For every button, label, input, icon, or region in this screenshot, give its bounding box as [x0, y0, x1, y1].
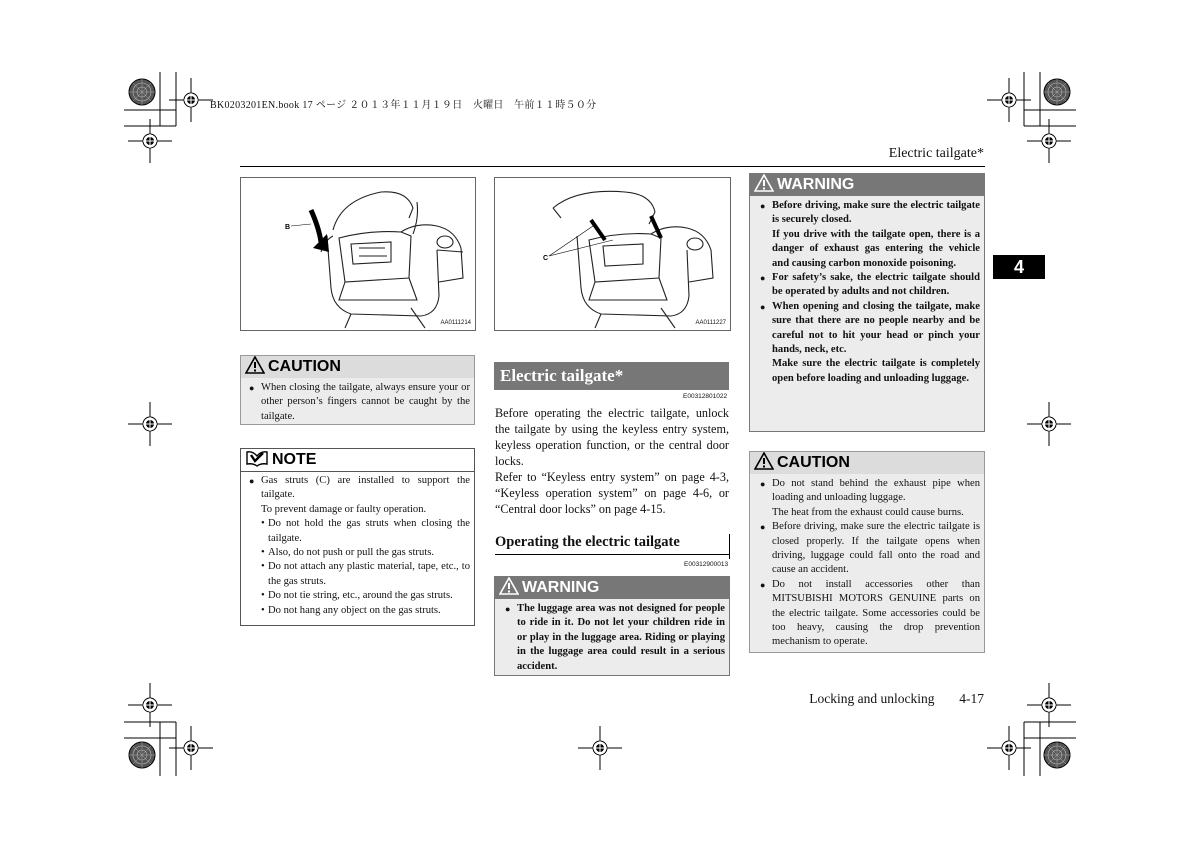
section-title: Electric tailgate* [494, 362, 729, 390]
figure-label-c: C [543, 255, 549, 262]
caution-item: ● When closing the tailgate, always ensure your or other person’s fingers cannot be caught by the tailgate. [249, 381, 470, 424]
note-icon [245, 449, 269, 472]
file-info: BK0203201EN.book 17 ページ ２０１３年１１月１９日 火曜日 午前１１時５０分 [210, 100, 597, 111]
section-paragraph-1: Before operating the electric tailgate, unlock the tailgate by using the keyless entry system, keyless operation function, or the central door locks. [495, 406, 729, 468]
note-point: • Also, do not push or pull the gas struts. [249, 546, 470, 560]
warning-triangle-icon [754, 452, 774, 475]
warning-item-cont: Make sure the electric tailgate is completely open before loading and unloading luggage. [772, 358, 980, 384]
note-box [240, 448, 475, 626]
figure-label-b: B [285, 224, 291, 231]
figure-tailgate-closing [240, 177, 476, 331]
note-point: • Do not hang any object on the gas struts. [249, 604, 470, 618]
warning-box-right [749, 173, 985, 432]
caution-item: ● Do not install accessories other than MITSUBISHI MOTORS GENUINE parts on the electric tailgate. Some accessories could be too heavy, causing the drop prevention mechanism to operate. [760, 578, 980, 650]
note-point: • Do not attach any plastic material, tape, etc., to the gas struts. [249, 560, 470, 589]
caution-item: ● Before driving, make sure the electric tailgate is closed properly. If the tailgate opens when driving, luggage could fall onto the road and cause an accident. [760, 520, 980, 578]
caution-box-right [749, 451, 985, 653]
note-point: • Do not hold the gas struts when closing the tailgate. [249, 517, 470, 546]
caution-item: ● Do not stand behind the exhaust pipe when loading and unloading luggage. [760, 477, 980, 506]
caution-heading: CAUTION [750, 452, 984, 474]
warning-item: ● The luggage area was not designed for people to ride in it. Do not let your children ride in or play in the luggage area. Riding or playing in the luggage area could result in a serious accident. [505, 602, 725, 674]
page-footer [809, 691, 984, 707]
caution-item-cont: The heat from the exhaust could cause burns. [772, 506, 964, 518]
caution-box-left [240, 355, 475, 425]
section-code: E00312801022 [683, 393, 728, 400]
warning-box-middle [494, 576, 730, 676]
subsection-code: E00312900013 [684, 561, 729, 568]
subsection-title: Operating the electric tailgate [495, 534, 729, 555]
warning-item-cont: If you drive with the tailgate open, there is a danger of exhaust gas entering the vehicle and causing carbon monoxide poisoning. [772, 228, 980, 269]
header-rule [240, 166, 985, 167]
note-heading: NOTE [241, 449, 474, 472]
warning-triangle-icon [245, 356, 265, 379]
warning-item: ● For safety’s sake, the electric tailgate should be operated by adults and not children. [760, 271, 980, 300]
figure-id: AA0111214 [440, 320, 471, 326]
footer-section: Locking and unlocking [809, 691, 935, 706]
car-rear-illustration [241, 178, 475, 330]
footer-page-number: 4-17 [959, 691, 984, 706]
figure-id: AA0111227 [695, 320, 726, 326]
chapter-tab: 4 [993, 255, 1045, 279]
warning-triangle-icon [499, 577, 519, 600]
subsection-rule [729, 534, 730, 559]
warning-item: ● Before driving, make sure the electric tailgate is securely closed. [760, 199, 980, 228]
page-header-title: Electric tailgate* [888, 146, 984, 161]
figure-gas-struts [494, 177, 731, 331]
warning-triangle-icon [754, 174, 774, 197]
warning-heading: WARNING [495, 577, 729, 599]
car-rear-open-illustration [495, 178, 730, 330]
note-point: • Do not tie string, etc., around the gas struts. [249, 589, 470, 603]
warning-heading: WARNING [750, 174, 984, 196]
caution-heading: CAUTION [241, 356, 474, 378]
warning-item: ● When opening and closing the tailgate, make sure that there are no people nearby and be careful not to hit your head or pinch your hands, neck, etc. [760, 300, 980, 358]
note-item: ● Gas struts (C) are installed to support the tailgate. [249, 474, 470, 503]
note-subtext: To prevent damage or faulty operation. [261, 503, 427, 515]
section-paragraph-2: Refer to “Keyless entry system” on page 4-3, “Keyless operation system” on page 4-6, or “Central door locks” on page 4-15. [495, 470, 729, 516]
